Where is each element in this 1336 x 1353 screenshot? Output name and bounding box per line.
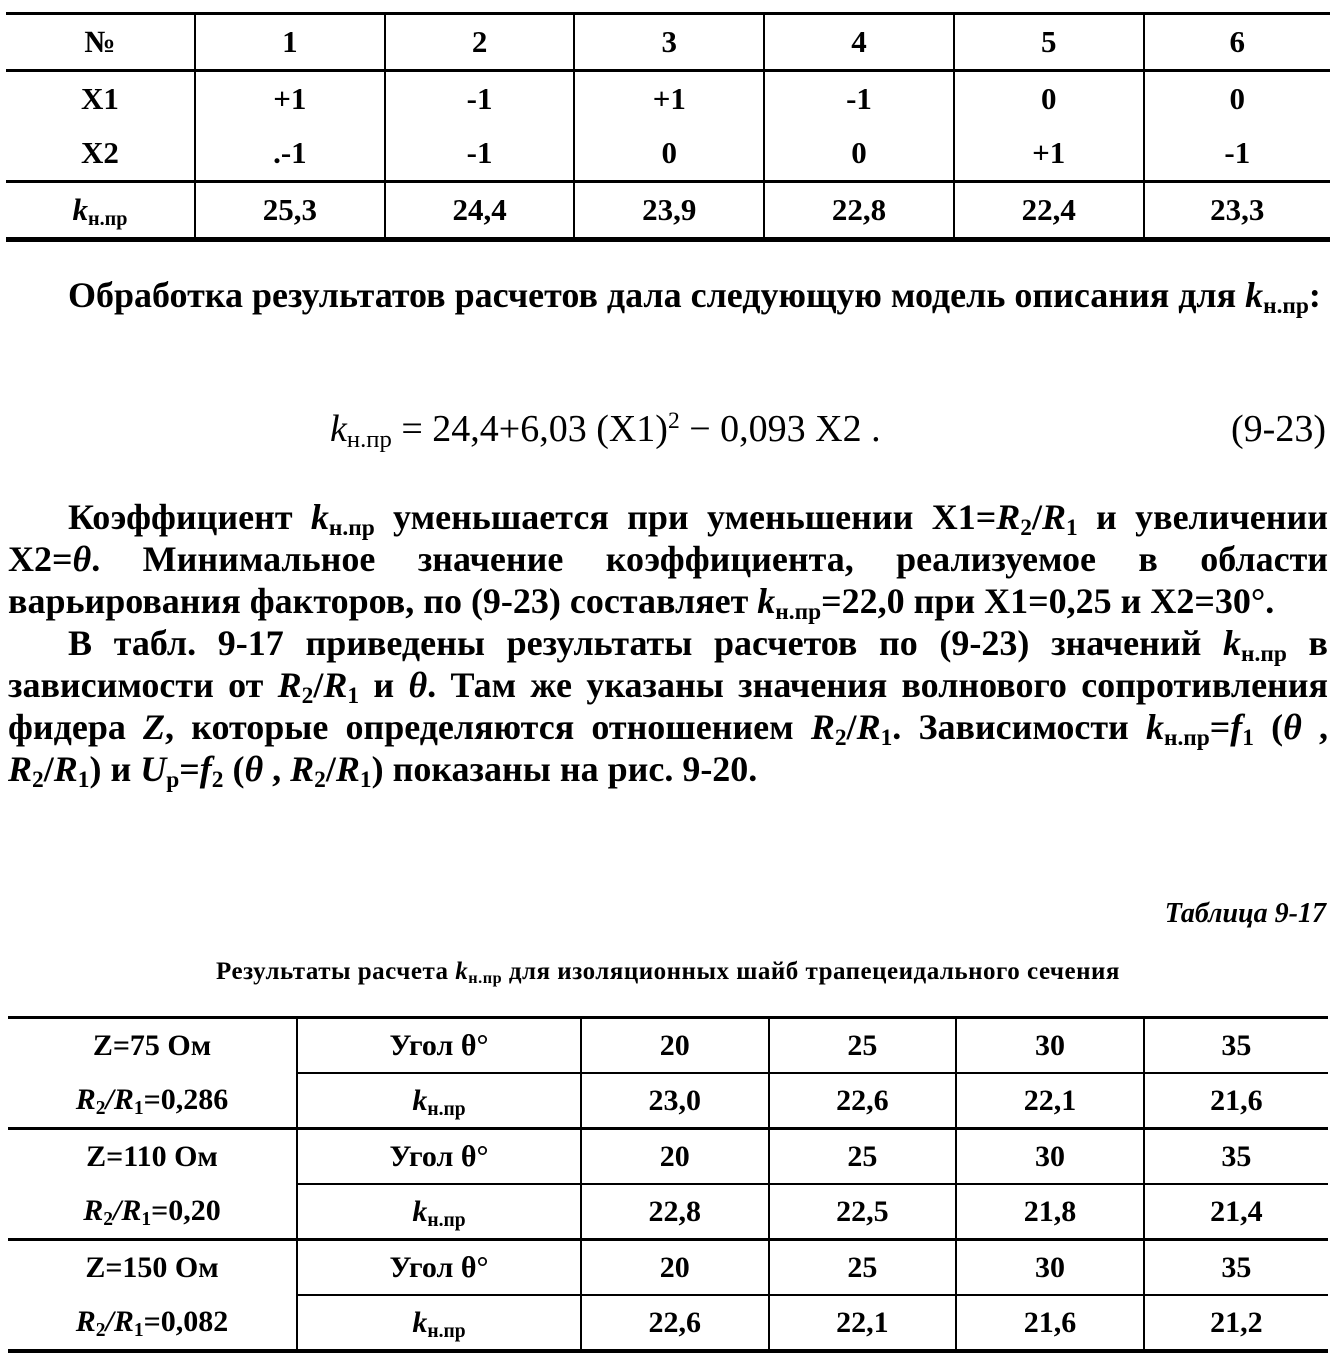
impedance-cell: Z=75 Ом bbox=[8, 1018, 297, 1074]
ratio-cell: $R_2/R_1=0,286$ bbox=[75, 1083, 229, 1119]
table-cell: -1 bbox=[385, 71, 575, 127]
table-cell: 23,9 bbox=[574, 182, 764, 240]
table-number: Таблица 9-17 bbox=[1164, 898, 1326, 929]
formula-9-23 bbox=[0, 407, 1336, 457]
table-cell: +1 bbox=[574, 71, 764, 127]
angle-cell: 30 bbox=[956, 1129, 1144, 1185]
angle-cell: 25 bbox=[769, 1129, 957, 1185]
table-cell: +1 bbox=[954, 126, 1144, 182]
table-cell: 24,4 bbox=[385, 182, 575, 240]
table-title: Результаты расчета $k_{н.пр}$ для изоляционных шайб трапецеидального сечения bbox=[216, 958, 1120, 988]
formula-expression: $k_{н.пр} = 24,4+6,03$ $(X1)^2 - 0,093$ X2 . bbox=[330, 408, 881, 454]
angle-label: Угол θ° bbox=[297, 1018, 581, 1074]
table-row-angle bbox=[8, 1240, 1328, 1296]
table-cell: 0 bbox=[1144, 71, 1330, 127]
table-row bbox=[6, 71, 1330, 127]
k-label: $k_{н.пр}$ bbox=[297, 1295, 581, 1351]
table-row-angle bbox=[8, 1018, 1328, 1074]
angle-cell: 35 bbox=[1144, 1129, 1328, 1185]
table-row-angle bbox=[8, 1129, 1328, 1185]
table-cell: 0 bbox=[574, 126, 764, 182]
header-cell: 3 bbox=[574, 14, 764, 71]
k-label: $k_{н.пр}$ bbox=[297, 1184, 581, 1240]
table-row-k bbox=[8, 1073, 1328, 1129]
ratio-cell: $R_2/R_1=0,20$ bbox=[83, 1194, 221, 1230]
k-cell: 21,4 bbox=[1144, 1184, 1328, 1240]
paragraph-table-ref: В табл. 9-17 приведены результаты расчетов по (9-23) значений $k_{н.пр}$ в зависимости от $R_2/R_1$ и θ. Там же указаны значения волнового сопротивления фидера Z, которые определяются отношением $R_2/R_1$. Зависимости $k_{н.пр}=f_1$ (θ , $R_2/R_1$) и $U_р=f_2$ (θ , $R_2/R_1$) показаны на рис. 9-20. bbox=[8, 623, 1329, 793]
header-cell: 1 bbox=[195, 14, 385, 71]
k-cell: 22,5 bbox=[769, 1184, 957, 1240]
k-cell: 21,2 bbox=[1144, 1295, 1328, 1351]
table-cell: 0 bbox=[954, 71, 1144, 127]
table-header-row bbox=[6, 14, 1330, 71]
k-cell: 22,6 bbox=[769, 1073, 957, 1129]
k-cell: 21,6 bbox=[1144, 1073, 1328, 1129]
results-table bbox=[8, 1016, 1328, 1353]
table-cell: -1 bbox=[764, 71, 954, 127]
table-cell: 23,3 bbox=[1144, 182, 1330, 240]
paragraph-coefficient: Коэффициент $k_{н.пр}$ уменьшается при уменьшении $X1=R_2/R_1$ и увеличении X2=θ. Минимальное значение коэффициента, реализуемое в области варьирования факторов, по (9-23) составляет $k_{н.пр}=22,0$ при X1=0,25 и X2=30°. bbox=[8, 497, 1328, 625]
ratio-cell: $R_2/R_1=0,082$ bbox=[8, 1295, 297, 1351]
angle-label: Угол θ° bbox=[297, 1240, 581, 1296]
angle-cell: 35 bbox=[1144, 1018, 1328, 1074]
table-row bbox=[6, 126, 1330, 182]
header-cell: 2 bbox=[385, 14, 575, 71]
k-cell: 22,1 bbox=[769, 1295, 957, 1351]
table-cell: 22,8 bbox=[764, 182, 954, 240]
k-cell: 22,6 bbox=[581, 1295, 769, 1351]
table-cell: -1 bbox=[385, 126, 575, 182]
angle-cell: 20 bbox=[581, 1018, 769, 1074]
paragraph-discussion bbox=[8, 496, 1329, 793]
angle-cell: 25 bbox=[769, 1240, 957, 1296]
table-row-k bbox=[6, 182, 1330, 240]
table-cell: 22,4 bbox=[954, 182, 1144, 240]
angle-cell: 20 bbox=[581, 1129, 769, 1185]
table-cell: 0 bbox=[764, 126, 954, 182]
angle-cell: 20 bbox=[581, 1240, 769, 1296]
k-cell: 21,8 bbox=[956, 1184, 1144, 1240]
table-cell: -1 bbox=[1144, 126, 1330, 182]
header-cell: 5 bbox=[954, 14, 1144, 71]
row-label-k: $k_{н.пр}$ bbox=[6, 182, 195, 240]
k-cell: 22,8 bbox=[581, 1184, 769, 1240]
row-label: X1 bbox=[6, 71, 195, 127]
row-label: X2 bbox=[81, 135, 119, 170]
header-cell: 6 bbox=[1144, 14, 1330, 71]
angle-cell: 35 bbox=[1144, 1240, 1328, 1296]
impedance-cell: Z=110 Ом bbox=[8, 1129, 297, 1185]
k-cell: 22,1 bbox=[956, 1073, 1144, 1129]
angle-label: Угол θ° bbox=[297, 1129, 581, 1185]
table-cell: +1 bbox=[195, 71, 385, 127]
formula-number: (9-23) bbox=[1231, 408, 1326, 450]
angle-cell: 25 bbox=[769, 1018, 957, 1074]
header-cell: № bbox=[6, 14, 195, 71]
angle-cell: 30 bbox=[956, 1018, 1144, 1074]
table-cell: 25,3 bbox=[195, 182, 385, 240]
impedance-cell: Z=150 Ом bbox=[8, 1240, 297, 1296]
table-cell: .-1 bbox=[195, 126, 385, 182]
experiment-table bbox=[6, 12, 1330, 242]
header-cell: 4 bbox=[764, 14, 954, 71]
paragraph-model-intro: Обработка результатов расчетов дала следующую модель описания для $k_{н.пр}$: bbox=[68, 275, 1321, 319]
table-row-k bbox=[8, 1295, 1328, 1351]
k-label: $k_{н.пр}$ bbox=[297, 1073, 581, 1129]
table-row-k bbox=[8, 1184, 1328, 1240]
k-cell: 21,6 bbox=[956, 1295, 1144, 1351]
angle-cell: 30 bbox=[956, 1240, 1144, 1296]
k-cell: 23,0 bbox=[581, 1073, 769, 1129]
